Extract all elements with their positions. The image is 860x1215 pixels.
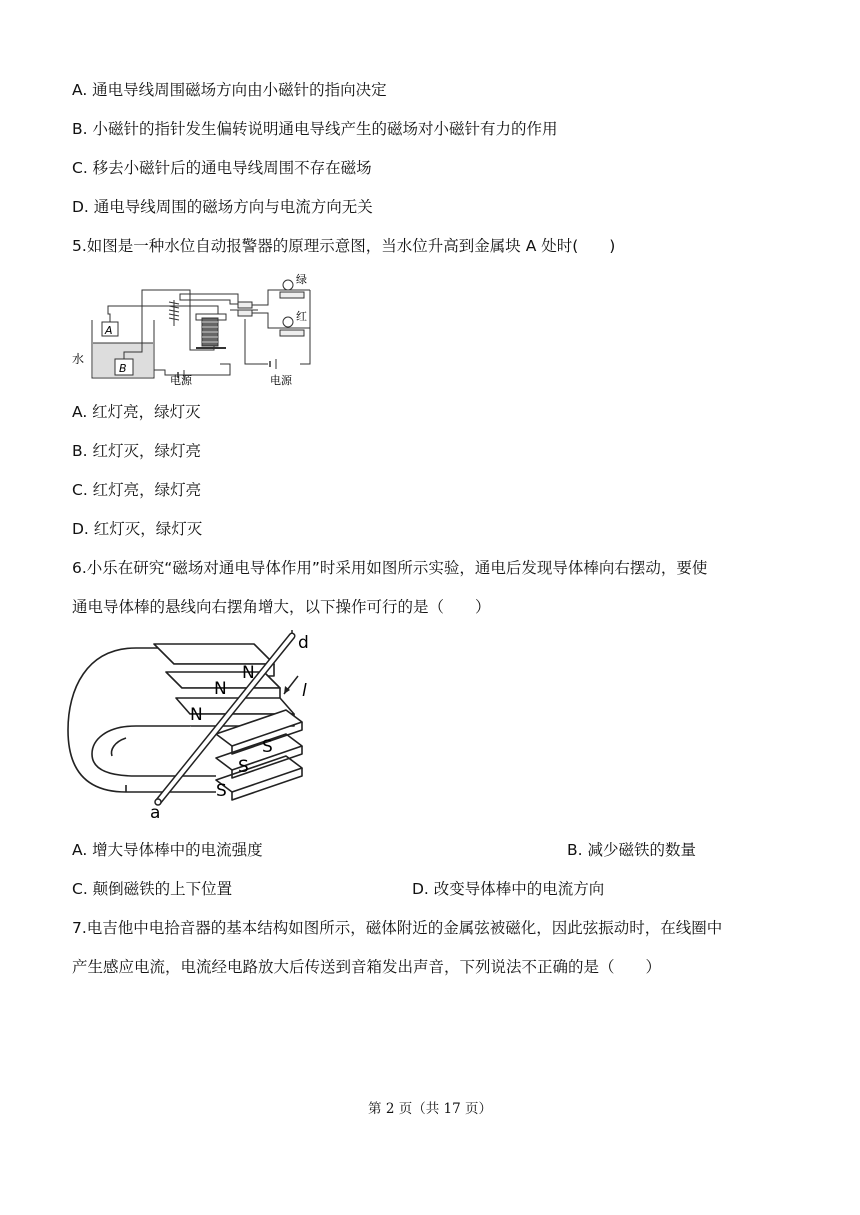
q4-option-d: D. 通电导线周围的磁场方向与电流方向无关 [72, 198, 373, 216]
water-alarm-figure [70, 270, 330, 386]
q7-stem-line-1: 7.电吉他中电拾音器的基本结构如图所示，磁体附近的金属弦被磁化，因此弦振动时，在线圈中 [72, 919, 723, 937]
q7-stem-line-2: 产生感应电流，电流经电路放大后传送到音箱发出声音，下列说法不正确的是（ ） [72, 958, 662, 976]
q6-option-b: B. 减少磁铁的数量 [567, 841, 696, 859]
q5-stem: 5.如图是一种水位自动报警器的原理示意图，当水位升高到金属块 A 处时( ) [72, 237, 616, 255]
green-lamp-label: 绿 [296, 273, 307, 286]
magnets-rod-figure [66, 630, 326, 820]
rod-end-a-label: a [150, 803, 161, 820]
q4-option-b: B. 小磁针的指针发生偏转说明通电导线产生的磁场对小磁针有力的作用 [72, 120, 558, 138]
rod-end-d-label: d [298, 633, 309, 653]
q6-option-c: C. 颠倒磁铁的上下位置 [72, 880, 233, 898]
q4-option-c: C. 移去小磁针后的通电导线周围不存在磁场 [72, 159, 372, 177]
q5-option-c: C. 红灯亮，绿灯亮 [72, 481, 202, 499]
q6-option-d: D. 改变导体棒中的电流方向 [412, 880, 605, 898]
power-source-2-label: 电源 [270, 374, 292, 386]
q6-stem-line-1: 6.小乐在研究“磁场对通电导体作用”时采用如图所示实验，通电后发现导体棒向右摆动，要使 [72, 559, 708, 577]
q4-option-a: A. 通电导线周围磁场方向由小磁针的指向决定 [72, 81, 387, 99]
q6-stem-line-2: 通电导体棒的悬线向右摆角增大，以下操作可行的是（ ） [72, 598, 491, 616]
n-pole-label-3: N [190, 705, 203, 725]
q5-option-a: A. 红灯亮，绿灯灭 [72, 403, 201, 421]
page-footer: 第 2 页（共 17 页） [368, 1101, 492, 1117]
q5-option-d: D. 红灯灭，绿灯灭 [72, 520, 203, 538]
s-pole-label-1: S [262, 737, 273, 757]
water-label: 水 [72, 352, 85, 366]
block-b-label: B [119, 362, 127, 375]
s-pole-label-2: S [238, 757, 249, 777]
q6-option-a: A. 增大导体棒中的电流强度 [72, 841, 263, 859]
n-pole-label-2: N [214, 679, 227, 699]
n-pole-label-1: N [242, 663, 255, 683]
red-lamp-label: 红 [296, 310, 307, 323]
q5-option-b: B. 红灯灭，绿灯亮 [72, 442, 201, 460]
current-label: l [302, 681, 307, 701]
power-source-1-label: 电源 [170, 374, 192, 386]
block-a-label: A [105, 324, 113, 337]
s-pole-label-3: S [216, 781, 227, 801]
